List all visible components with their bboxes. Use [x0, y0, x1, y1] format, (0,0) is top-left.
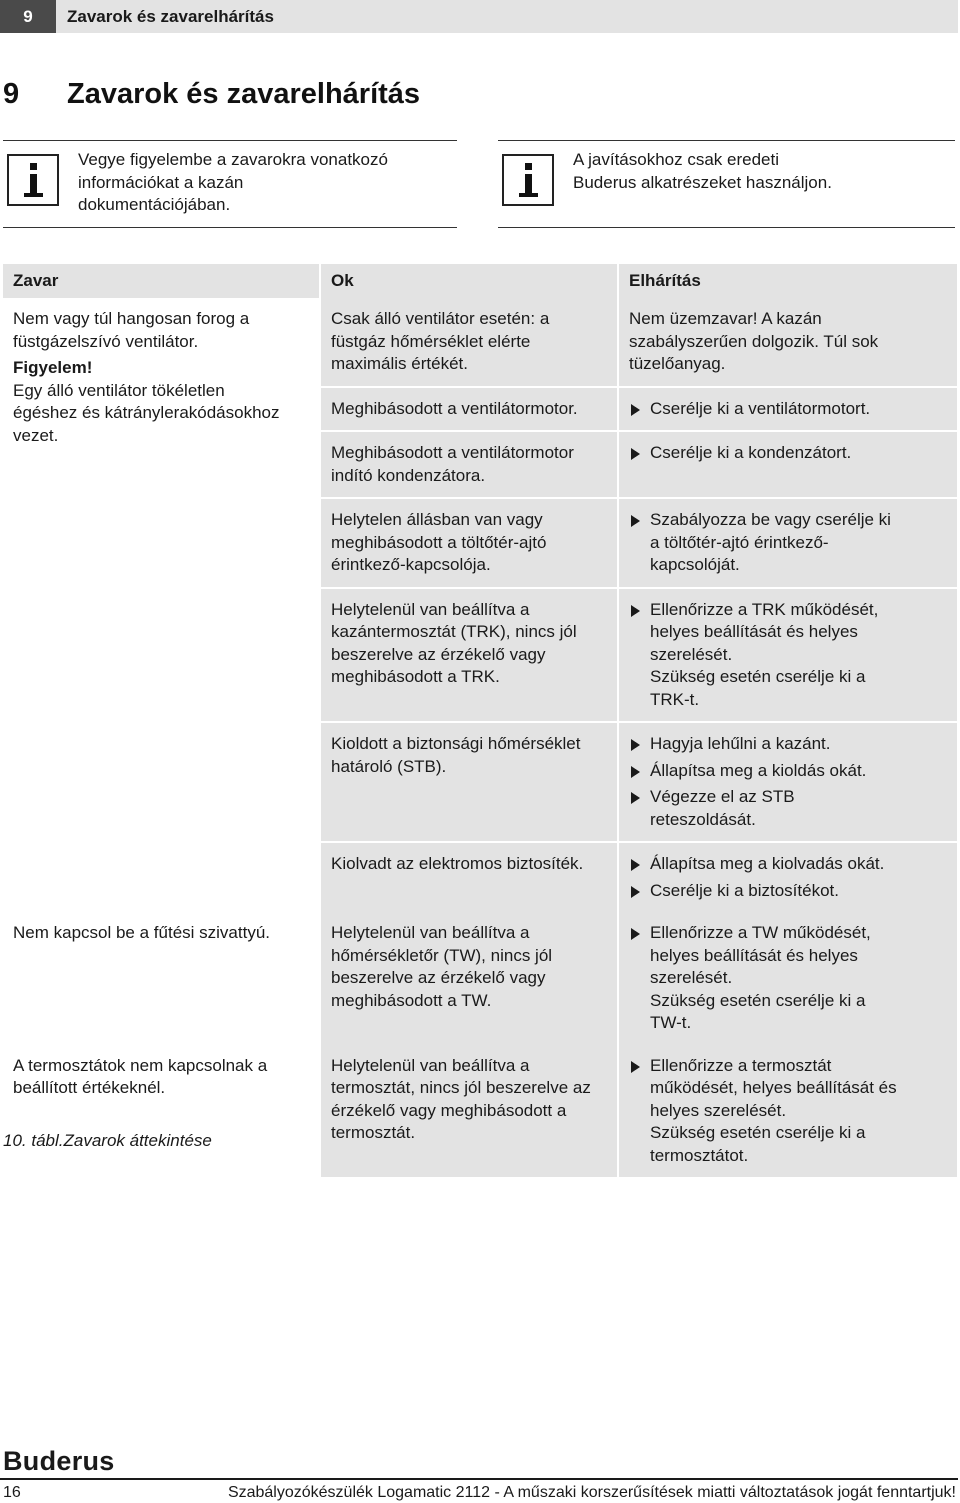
bullet-triangle-icon: [631, 1061, 640, 1073]
bullet-triangle-icon: [631, 739, 640, 751]
warning-title: Figyelem!: [13, 358, 93, 377]
cell-ok: Kioldott a biztonsági hőmérséklet határoló (STB).: [320, 722, 618, 842]
heading-number: 9: [3, 78, 20, 110]
action-text: Cserélje ki a biztosítékot.: [650, 880, 839, 900]
action-text: Állapítsa meg a kioldás okát.: [650, 760, 867, 780]
table-header-row: [3, 264, 957, 298]
action-item: [629, 853, 947, 876]
cell-zavar: [3, 912, 320, 1045]
action-text: Cserélje ki a kondenzátort.: [650, 443, 852, 462]
action-text: Hagyja lehűlni a kazánt.: [650, 734, 831, 753]
footer-divider: [0, 1478, 958, 1480]
action-item: [629, 733, 947, 756]
action-text: Cserélje ki a ventilátormotort.: [650, 398, 871, 418]
action-item: [629, 509, 947, 577]
cell-elharitas: [618, 842, 957, 912]
info-icon: [502, 154, 554, 206]
table-row: [3, 912, 957, 1045]
cell-ok: Helytelen állásban van vagy meghibásodott a töltőtér-ajtó érintkező-kapcsolója.: [320, 498, 618, 588]
zavar-text: Nem vagy túl hangosan forog a füstgázelszívó ventilátor.: [13, 309, 250, 351]
bullet-triangle-icon: [631, 515, 640, 527]
footer-text: Szabályozókészülék Logamatic 2112 - A műszaki korszerűsítések miatti változtatások jogát fenntartjuk!: [227, 1484, 956, 1501]
bullet-triangle-icon: [631, 886, 640, 898]
table-row: [3, 1045, 957, 1178]
cell-elharitas: [618, 1045, 957, 1178]
zavar-text: A termosztátok nem kapcsolnak a beállított értékeknél.: [13, 1055, 268, 1097]
cell-elharitas: [618, 298, 957, 387]
action-item: [629, 760, 947, 783]
remedy-text: Nem üzemzavar! A kazán szabályszerűen dolgozik. Túl sok tüzelőanyag.: [629, 309, 879, 373]
cell-ok: Csak álló ventilátor esetén: a füstgáz hőmérséklet elérte maximális értékét.: [320, 298, 618, 387]
page-number: 16: [3, 1484, 21, 1501]
bullet-triangle-icon: [631, 404, 640, 416]
cell-elharitas: [618, 588, 957, 723]
action-text: Ellenőrizze a TW működését, helyes beállítását és helyes szerelését. Szükség esetén cserélje ki a TW-t.: [650, 923, 871, 1032]
action-text: Ellenőrizze a termosztát működését, helyes beállítását és helyes szerelését. Szükség esetén cserélje ki a termosztátot.: [650, 1055, 897, 1165]
cell-ok: Kiolvadt az elektromos biztosíték.: [320, 842, 618, 912]
note-box-1: [3, 140, 457, 228]
header-chapter-number: 9: [0, 0, 56, 33]
note-text-1: Vegye figyelembe a zavarokra vonatkozó információkat a kazán dokumentációjában.: [78, 150, 388, 214]
header-ok: Ok: [320, 264, 618, 298]
cell-elharitas: [618, 912, 957, 1045]
zavar-text: Nem kapcsol be a fűtési szivattyú.: [13, 923, 271, 942]
info-icon: [7, 154, 59, 206]
cell-ok: Helytelenül van beállítva a kazántermosztát (TRK), nincs jól beszerelve az érzékelő vagy meghibásodott a TRK.: [320, 588, 618, 723]
action-item: [629, 1055, 947, 1168]
cell-zavar: [3, 1045, 320, 1178]
cell-ok: Helytelenül van beállítva a hőmérsékletőr (TW), nincs jól beszerelve az érzékelő vagy meghibásodott a TW.: [320, 912, 618, 1045]
bullet-triangle-icon: [631, 766, 640, 778]
warning-text: Egy álló ventilátor tökéletlen égéshez és kátránylerakódásokhoz vezet.: [13, 380, 280, 445]
bullet-triangle-icon: [631, 448, 640, 460]
running-header: [0, 0, 958, 33]
action-item: [629, 442, 947, 465]
heading-title: Zavarok és zavarelhárítás: [67, 78, 421, 110]
header-elharitas: Elhárítás: [618, 264, 957, 298]
cell-elharitas: [618, 431, 957, 498]
bullet-triangle-icon: [631, 928, 640, 940]
troubleshooting-table: [3, 264, 957, 1177]
cell-ok: Helytelenül van beállítva a termosztát, nincs jól beszerelve az érzékelő vagy meghibásodott a termosztát.: [320, 1045, 618, 1178]
action-text: Állapítsa meg a kiolvadás okát.: [650, 854, 885, 873]
header-chapter-title: Zavarok és zavarelhárítás: [67, 7, 274, 26]
bullet-triangle-icon: [631, 792, 640, 804]
caption-text: Zavarok áttekintése: [63, 1131, 212, 1150]
cell-zavar: [3, 298, 320, 912]
action-item: [629, 880, 947, 903]
table-caption: [3, 1131, 212, 1151]
buderus-logo: Buderus: [3, 1446, 115, 1476]
cell-ok: Meghibásodott a ventilátormotor.: [320, 387, 618, 432]
bullet-triangle-icon: [631, 859, 640, 871]
action-text: Végezze el az STB reteszoldását.: [650, 787, 795, 829]
cell-ok: Meghibásodott a ventilátormotor indító kondenzátora.: [320, 431, 618, 498]
bullet-triangle-icon: [631, 605, 640, 617]
action-text: Szabályozza be vagy cserélje ki a töltőtér-ajtó érintkező- kapcsolóját.: [650, 510, 891, 574]
note-box-2: [498, 140, 955, 228]
action-item: [629, 922, 947, 1035]
cell-elharitas: [618, 387, 957, 432]
header-zavar: Zavar: [3, 264, 320, 298]
action-item: [629, 599, 947, 712]
action-item: [629, 398, 947, 421]
action-text: Ellenőrizze a TRK működését, helyes beállítását és helyes szerelését. Szükség esetén cserélje ki a TRK-t.: [650, 599, 879, 709]
cell-elharitas: [618, 722, 957, 842]
table-row: [3, 298, 957, 387]
action-item: [629, 786, 947, 831]
cell-elharitas: [618, 498, 957, 588]
caption-label: 10. tábl.: [3, 1131, 64, 1150]
note-text-2: A javításokhoz csak eredeti Buderus alkatrészeket használjon.: [573, 150, 832, 192]
